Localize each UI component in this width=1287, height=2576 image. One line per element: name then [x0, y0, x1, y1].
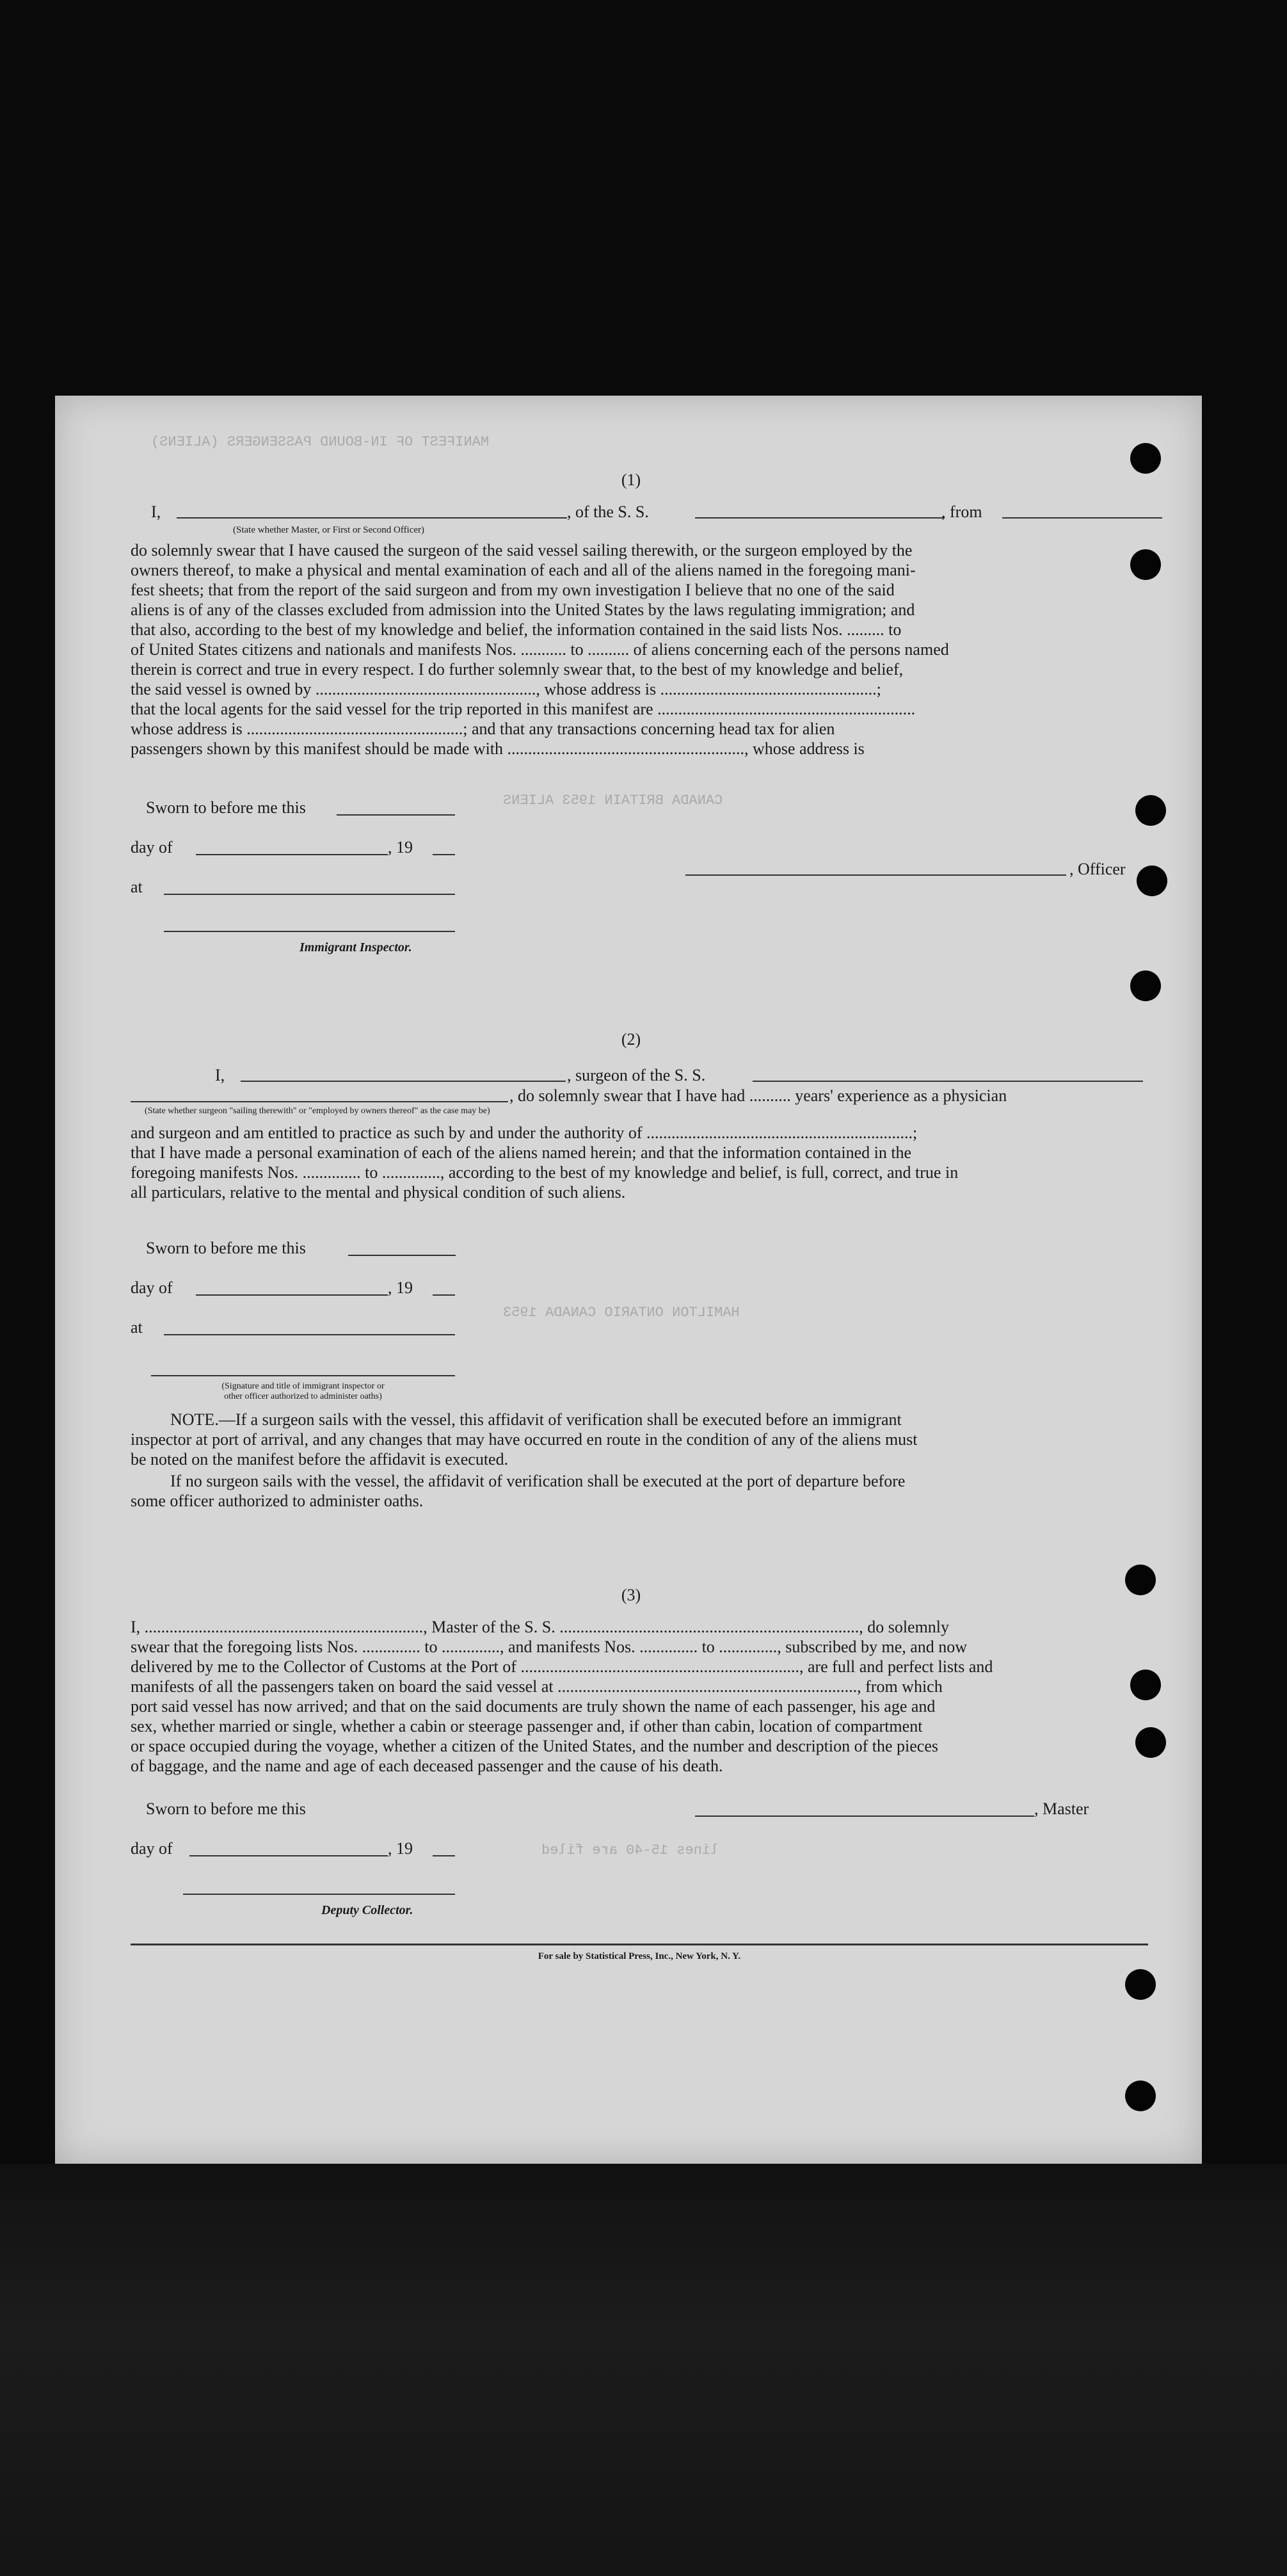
footer-rule [131, 1944, 1148, 1945]
note-line: inspector at port of arrival, and any changes that may have occurred en route in the condition of any of the aliens must [131, 1430, 918, 1449]
paragraph-line: the said vessel is owned by ....................................................., whose address is ....................................................; [131, 680, 881, 698]
day-of-label: day of [131, 838, 173, 857]
paragraph-line: manifests of all the passengers taken on board the said vessel at ........................................................................, from which [131, 1677, 943, 1696]
sworn-label: Sworn to before me this [146, 1239, 306, 1257]
printer-footer: For sale by Statistical Press, Inc., New York, N. Y. [538, 1951, 741, 1961]
sworn-blank [348, 1255, 456, 1256]
day-blank [196, 854, 388, 855]
ship-name-blank [695, 517, 945, 519]
officer-signature-line [685, 874, 1066, 876]
punch-hole [1125, 1565, 1156, 1595]
note-line: be noted on the manifest before the affidavit is executed. [131, 1450, 509, 1469]
year-blank [433, 1855, 455, 1856]
section-2-i: I, [215, 1066, 225, 1084]
background-bottom [0, 2164, 1287, 2576]
paragraph-line: all particulars, relative to the mental and physical condition of such aliens. [131, 1183, 626, 1202]
paragraph-line: delivered by me to the Collector of Customs at the Port of ..................................................................., are full and perfect lists and [131, 1657, 993, 1676]
rank-caption: (State whether Master, or First or Second Officer) [233, 525, 425, 535]
paragraph-line: of United States citizens and nationals and manifests Nos. ........... to .......... of aliens concerning each of the persons named [131, 640, 949, 659]
year-blank [433, 1294, 455, 1296]
surgeon-ship-blank [753, 1081, 1143, 1082]
paragraph-line: owners thereof, to make a physical and mental examination of each and all of the aliens named in the foregoing mani- [131, 561, 916, 579]
paragraph-line: and surgeon and am entitled to practice as such by and under the authority of ................................................................; [131, 1123, 918, 1142]
paragraph-line: or space occupied during the voyage, whether a citizen of the United States, and the number and description of the pieces [131, 1737, 939, 1755]
paragraph-line: do solemnly swear that I have caused the surgeon of the said vessel sailing therewith, or the surgeon employed by the [131, 541, 913, 559]
day-blank [196, 1294, 388, 1296]
paragraph-line: port said vessel has now arrived; and that on the said documents are truly shown the name of each passenger, his age and [131, 1697, 936, 1716]
sworn-label: Sworn to before me this [146, 1799, 306, 1818]
day-of-label: day of [131, 1278, 173, 1297]
bleed-through-text: CANADA BRITAIN 1953 ALIENS [503, 793, 723, 809]
sworn-label: Sworn to before me this [146, 798, 306, 817]
year-blank [433, 854, 455, 855]
surgeon-of-ss-label: , surgeon of the S. S. [567, 1066, 706, 1084]
punch-hole [1125, 2081, 1156, 2111]
inspector-signature-line [164, 931, 455, 932]
inspector-signature-line [151, 1375, 455, 1376]
deputy-caption: Deputy Collector. [321, 1903, 413, 1917]
paragraph-line: foregoing manifests Nos. .............. to .............., according to the best of my knowledge and belief, is full, correct, and true in [131, 1163, 959, 1182]
signature-caption: (Signature and title of immigrant inspector or [221, 1381, 385, 1391]
master-label: , Master [1034, 1799, 1089, 1818]
paragraph-line: that the local agents for the said vessel for the trip reported in this manifest are .............................................................. [131, 700, 916, 718]
from-blank [1002, 517, 1162, 519]
at-blank [164, 1334, 455, 1335]
paragraph-line: whose address is ....................................................; and that any transactions concerning head tax for alien [131, 720, 835, 738]
from-label: , from [941, 503, 982, 521]
paragraph-line: that also, according to the best of my knowledge and belief, the information contained in the said lists Nos. ......... to [131, 620, 902, 639]
paragraph-line: sex, whether married or single, whether a cabin or steerage passenger and, if other than cabin, location of compartment [131, 1717, 923, 1735]
master-signature-line [695, 1815, 1034, 1817]
surgeon-name-blank [241, 1081, 566, 1082]
paragraph-line: of baggage, and the name and age of each deceased passenger and the cause of his death. [131, 1757, 723, 1775]
bleed-through-text: HAMILTON ONTARIO CANADA 1953 [503, 1305, 740, 1321]
year-label: , 19 [388, 1839, 413, 1858]
section-2-number: (2) [621, 1030, 641, 1049]
years-experience-text: , do solemnly swear that I have had .......... years' experience as a physician [509, 1086, 1007, 1105]
note-line: If no surgeon sails with the vessel, the affidavit of verification shall be executed at the port of departure before [170, 1472, 906, 1490]
at-label: at [131, 878, 143, 896]
paragraph-line: fest sheets; that from the report of the said surgeon and from my own investigation I believe that no one of the said [131, 581, 895, 599]
bleed-through-text: lines 15-40 are filed [541, 1842, 719, 1858]
rank-blank [177, 517, 567, 519]
year-label: , 19 [388, 838, 413, 857]
sworn-blank [337, 814, 455, 816]
day-of-label: day of [131, 1839, 173, 1858]
of-ss-label: , of the S. S. [567, 503, 649, 521]
surgeon-status-blank [131, 1101, 508, 1102]
inspector-caption: Immigrant Inspector. [300, 940, 412, 954]
paragraph-line: passengers shown by this manifest should be made with ........................................................., whose address is [131, 739, 865, 758]
at-label: at [131, 1318, 143, 1337]
paragraph-line: that I have made a personal examination of each of the aliens named herein; and that the information contained in the [131, 1143, 912, 1162]
paragraph-line: aliens is of any of the classes excluded from admission into the United States by the laws regulating immigration; and [131, 600, 915, 619]
punch-hole [1135, 1727, 1166, 1758]
bleed-through-text: MANIFEST OF IN-BOUND PASSENGERS (ALIENS) [151, 434, 490, 450]
punch-hole [1137, 865, 1167, 896]
deputy-signature-line [183, 1894, 455, 1895]
paragraph-line: therein is correct and true in every respect. I do further solemnly swear that, to the best of my knowledge and belief, [131, 660, 904, 679]
year-label: , 19 [388, 1278, 413, 1297]
section-1-i: I, [151, 503, 161, 521]
signature-caption: other officer authorized to administer oaths) [224, 1392, 382, 1401]
punch-hole [1130, 549, 1161, 580]
surgeon-status-caption: (State whether surgeon "sailing therewith" or "employed by owners thereof" as the case may be) [145, 1106, 490, 1116]
punch-hole [1130, 443, 1161, 474]
manifest-back-page [55, 396, 1202, 2164]
note-line: some officer authorized to administer oaths. [131, 1492, 424, 1510]
punch-hole [1135, 795, 1166, 826]
section-1-number: (1) [621, 471, 641, 489]
at-blank [164, 894, 455, 895]
punch-hole [1130, 1670, 1161, 1700]
note-line: NOTE.—If a surgeon sails with the vessel, this affidavit of verification shall be executed before an immigrant [170, 1410, 902, 1429]
paragraph-line: I, ..................................................................., Master of the S. S. ........................................................................, do solemnly [131, 1618, 950, 1636]
punch-hole [1130, 970, 1161, 1001]
officer-label: , Officer [1069, 860, 1126, 878]
day-blank [189, 1855, 388, 1856]
paragraph-line: swear that the foregoing lists Nos. .............. to .............., and manifests Nos. .............. to .............., subscribed by me, and now [131, 1638, 968, 1656]
punch-hole [1125, 1969, 1156, 2000]
section-3-number: (3) [621, 1586, 641, 1604]
